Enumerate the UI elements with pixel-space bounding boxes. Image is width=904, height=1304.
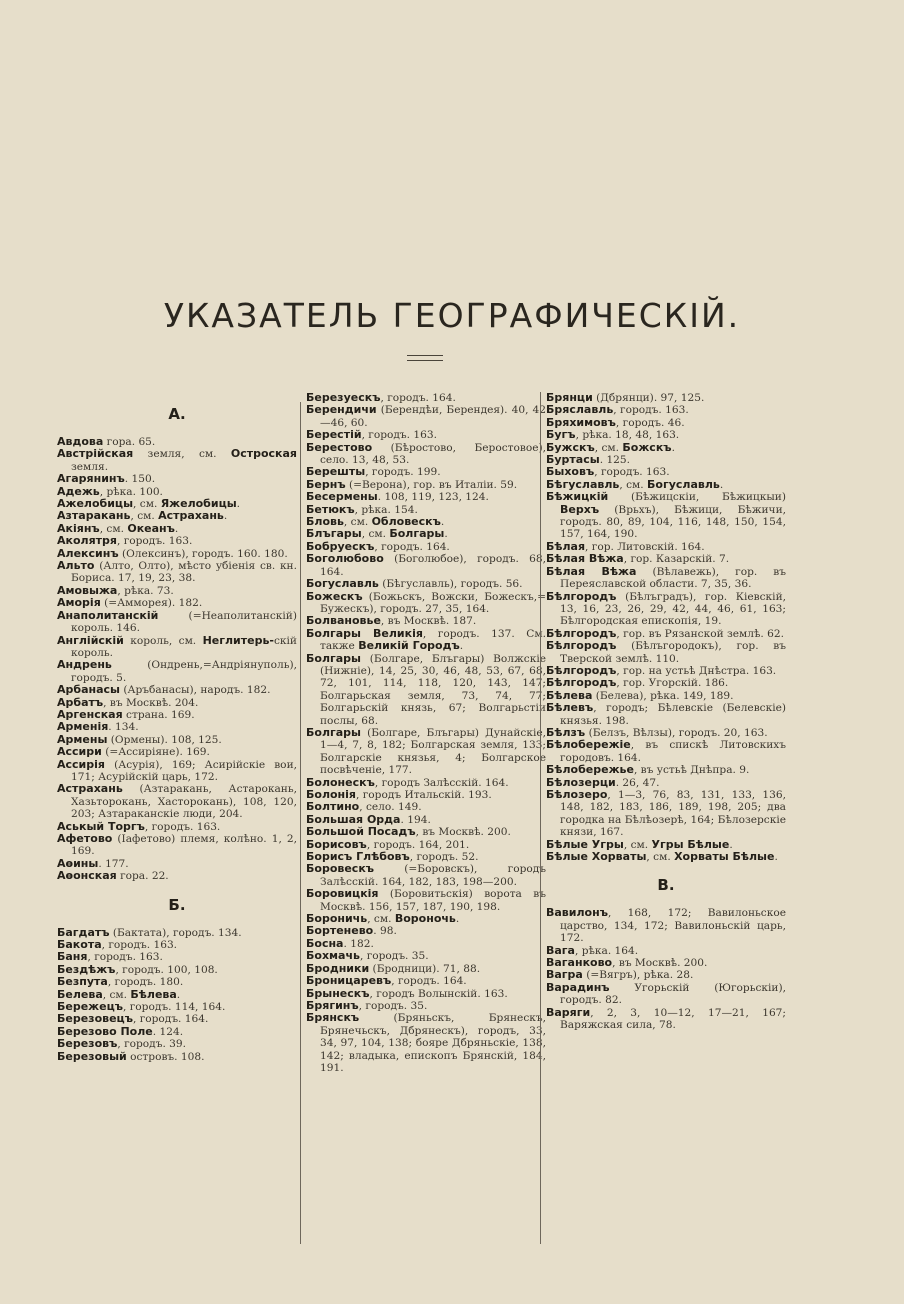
entry-text: , городъ. 163. (144, 820, 221, 833)
index-entry (546, 1007, 786, 1032)
entry-text: (Бряньскъ, Брянескъ, Брянечьскъ, Дбрянескъ), городъ, 33, 34, 97, 104, 138; бояре Дбряньскіе, 138, 142; владыка, епископъ Брянскій, 184, 191. (320, 1012, 546, 1074)
entry-text: . 150. (124, 473, 156, 486)
entry-text: , см. (99, 522, 128, 535)
entry-headword: Брынескъ (306, 986, 370, 1000)
entry-headword: Вавилонъ (546, 906, 608, 920)
index-entry (57, 635, 297, 660)
entry-headword: Остроская (230, 447, 297, 461)
entry-headword: Борисъ Глѣбовъ (306, 850, 410, 864)
entry-text: (Алто, Олто), мѣсто убіенія св. кн. Бориса. 17, 19, 23, 38. (71, 560, 297, 585)
entry-text: , см. (102, 988, 131, 1001)
index-entry (546, 591, 786, 628)
entry-headword: Брянскъ (306, 1011, 360, 1025)
entry-headword: Агарянинъ (57, 472, 125, 486)
entry-text: , 2, 3, 10—12, 17—21, 167; Варяжская сила, 78. (560, 1006, 786, 1032)
entry-headword: Аморія (57, 596, 101, 610)
entry-headword: Бѣлые Хорваты (546, 850, 647, 864)
entry-headword: Адежь (57, 484, 100, 498)
entry-headword: Брянци (546, 391, 593, 404)
index-entry (546, 566, 786, 591)
entry-text: . (440, 516, 445, 529)
entry-text: (=Неаполитанскій) король. 146. (71, 609, 297, 635)
index-entry (57, 939, 297, 951)
entry-headword: Бѣлая Вѣжа (546, 552, 624, 566)
entry-text: , рѣка. 100. (99, 485, 163, 498)
index-entry (306, 863, 546, 888)
entry-headword: Большой Посадъ (306, 825, 416, 839)
entry-text: , городъ. 163. (87, 951, 163, 964)
entry-headword: Бѣлобережье (546, 763, 634, 777)
entry-text: (Ондрень,=Андріянуполь), городъ. 5. (71, 659, 297, 684)
column-divider (300, 402, 301, 1244)
entry-headword: Ассири (57, 745, 102, 759)
entry-text: (Боголюбое), городъ. 68, 164. (320, 553, 546, 578)
entry-text: , городъ. 164. (132, 1013, 209, 1026)
index-entry (57, 448, 297, 473)
entry-text: , городъ. 180. (107, 976, 184, 989)
entry-text: , въ Москвѣ. 204. (103, 696, 199, 709)
entry-text: (Олексинъ), городъ. 160. 180. (118, 547, 288, 560)
entry-headword: Угры Бѣлые (651, 837, 730, 851)
entry-headword: Бѣлева (130, 987, 177, 1001)
entry-text: (Берендѣи, Берендея). 40, 42—46, 60. (320, 404, 546, 429)
entry-text: , въ устьѣ Днѣпра. 9. (633, 764, 750, 777)
entry-headword: Болвановье (306, 614, 381, 628)
entry-text: , въ спискѣ Литовскихъ городовъ. 164. (560, 739, 786, 764)
section-heading: А. (168, 405, 186, 423)
entry-text: . 124. (152, 1025, 184, 1038)
entry-text: . 26, 47. (615, 776, 660, 789)
entry-headword: Бѣлгородъ (546, 626, 617, 640)
entry-headword: Бѣлгородъ (546, 639, 617, 653)
entry-headword: Бѣлгородъ (546, 589, 617, 603)
entry-text: (Іафетово) племя, колѣно. 1, 2, 169. (71, 833, 297, 858)
entry-text: . 182. (343, 937, 374, 950)
entry-text: , городъ. 199. (365, 466, 441, 479)
entry-text: . (729, 838, 733, 851)
entry-headword: Большая Орда (306, 812, 401, 826)
entry-text: , см. (619, 478, 648, 491)
entry-headword: Болгары (306, 725, 361, 739)
entry-headword: Берендичи (306, 403, 377, 417)
entry-text: . 108, 119, 123, 124. (377, 491, 489, 504)
entry-headword: Бакота (57, 938, 102, 952)
entry-text: , село. 149. (359, 801, 422, 814)
entry-text: , городъ. 163. (101, 939, 178, 952)
entry-text: , городъ. 137. См. также (320, 627, 546, 653)
entry-headword: Бѣлгородъ (546, 676, 617, 690)
entry-headword: Арбатъ (57, 695, 104, 709)
entry-headword: Болтино (306, 800, 360, 814)
entry-text: , городъ. 164. (391, 975, 467, 988)
entry-headword: Бобруескъ (306, 539, 375, 553)
entry-headword: Буртасы (546, 453, 600, 467)
entry-headword: Бряхимовъ (546, 415, 616, 429)
section-heading: Б. (168, 895, 186, 914)
entry-headword: Быховъ (546, 465, 595, 479)
entry-headword: Бугъ (546, 428, 576, 442)
entry-headword: Австрійская (57, 447, 134, 461)
entry-text: (Бѣжицскіи, Бѣжицкыи) (608, 491, 786, 504)
entry-text: . (459, 640, 464, 653)
entry-headword: Варяги (546, 1005, 591, 1019)
entry-text: , 1—3, 76, 83, 131, 133, 136, 148, 182, 183, 186, 189, 198, 205; два городка на Бѣлѣозерѣ, 164; Бѣлозерскіе князи, 167. (560, 789, 786, 839)
entry-headword: Обловескъ (371, 515, 441, 529)
entry-headword: Анаполитанскій (57, 608, 159, 622)
entry-headword: Арменія (57, 720, 109, 734)
entry-headword: Океанъ (127, 521, 175, 535)
index-entry (306, 591, 546, 616)
page-title: УКАЗАТЕЛЬ ГЕОГРАФИЧЕСКІЙ. (163, 296, 741, 335)
entry-headword: Блъгары (306, 527, 362, 541)
entry-text: (Асурія), 169; Асирійскіе вои, 171; Асурійскій царь, 172. (71, 758, 297, 783)
entry-text: , см. (367, 913, 395, 926)
entry-headword: Березово Поле (57, 1024, 153, 1038)
entry-headword: Болгары (306, 651, 361, 665)
entry-text: (=Ассиріяне). 169. (101, 746, 210, 759)
entry-headword: Броницаревъ (306, 974, 392, 988)
entry-headword: Бѣлая Вѣжа (546, 564, 637, 578)
entry-text: скій король. (71, 634, 297, 659)
entry-text: , городъ. 163. (613, 404, 689, 417)
entry-headword: Бѣлая (546, 539, 586, 553)
entry-headword: Берешты (306, 465, 366, 479)
entry-text: , городъ. 35. (358, 999, 428, 1012)
entry-text: , городъ. 52. (409, 851, 479, 864)
entry-text: (Бѣлъградъ), гор. Кіевскій, 13, 16, 23, 26, 29, 42, 44, 46, 61, 163; Бѣлгородская епископія, 19. (560, 590, 786, 628)
entry-headword: Боровескъ (306, 862, 375, 876)
entry-headword: Бороничь (306, 912, 368, 926)
entry-headword: Бернъ (306, 477, 346, 491)
entry-text: . (174, 522, 179, 535)
entry-headword: Березовый (57, 1049, 127, 1063)
entry-text: (Бѣростово, Беростовое), село. 13, 48, 53. (320, 441, 546, 467)
entry-headword: Бряславль (546, 403, 614, 417)
entry-text: , рѣка. 164. (574, 944, 639, 957)
entry-headword: Борисовъ (306, 837, 367, 851)
entry-headword: Боровицкія (306, 887, 379, 901)
entry-headword: Англійскій (57, 633, 124, 647)
entry-headword: Андрень (57, 658, 112, 672)
section-heading: В. (657, 876, 675, 895)
entry-text: страна. 169. (122, 708, 195, 721)
entry-text: . 125. (599, 454, 631, 467)
entry-headword: Азтаракань (57, 509, 131, 523)
entry-headword: Брягинъ (306, 998, 359, 1012)
entry-headword: Акіянъ (57, 521, 100, 535)
entry-text: (Бѣлъгородокъ), гор. въ Тверской землѣ. 110. (560, 640, 786, 665)
entry-headword: Багдатъ (57, 925, 110, 939)
entry-headword: Богуславль (306, 577, 379, 591)
index-entry (57, 783, 297, 820)
entry-text: (Бактата), городъ. 134. (109, 926, 242, 939)
entry-headword: Бережецъ (57, 1000, 124, 1014)
entry-text: , гор. на устьѣ Днѣстра. 163. (616, 664, 777, 677)
entry-headword: Бортенево (306, 924, 374, 938)
entry-headword: Аѳонская (57, 869, 117, 883)
entry-headword: Божескъ (306, 589, 363, 603)
entry-headword: Варадинъ (546, 980, 610, 994)
entry-headword: Хорваты Бѣлые (674, 850, 775, 864)
index-entry (546, 851, 786, 863)
entry-text: (Болгаре, Блъгары) Дунайскіе, 1—4, 7, 8, 182; Болгарская земля, 133; Болгарскіе князья, 4; Болгарское посвѣченіе, 177. (320, 726, 546, 777)
index-entry (306, 727, 546, 777)
entry-text: (=Амморея). 182. (100, 597, 203, 610)
entry-text: (Аръбанасы), народъ. 182. (119, 684, 271, 697)
entry-headword: Белева (57, 987, 103, 1001)
index-entry (306, 404, 546, 429)
entry-headword: Берестово (306, 440, 373, 454)
entry-text: . 134. (108, 721, 139, 734)
entry-headword: Березовецъ (57, 1012, 133, 1026)
entry-text: (=Верона), гор. въ Италіи. 59. (345, 478, 518, 491)
index-entry (546, 702, 786, 727)
entry-text: гора. 65. (103, 436, 156, 448)
entry-text: , городъ. 164, 201. (366, 838, 470, 851)
entry-headword: Бесермены (306, 490, 378, 504)
entry-headword: Бетюкъ (306, 502, 355, 516)
entry-headword: Бужскъ (546, 440, 595, 454)
entry-headword: Божскъ (622, 440, 672, 454)
entry-headword: Болгары Великія (306, 626, 423, 640)
entry-text: земля, см. (133, 448, 231, 461)
entry-headword: Яжелобицы (160, 497, 237, 511)
entry-headword: Бловь (306, 515, 344, 529)
index-entry (57, 610, 297, 635)
entry-headword: Аѳины (57, 856, 99, 870)
entry-text: , городъ; Бѣлевскіе (Белевскіе) князья. 198. (560, 702, 786, 727)
index-entry (57, 659, 297, 684)
entry-headword: Бездѣжъ (57, 962, 116, 976)
entry-text: (Вѣлавежь), гор. въ Переяславской области. 7, 35, 36. (560, 565, 786, 591)
entry-text: , городъ. 163. (594, 466, 670, 479)
entry-text: , гор. Казарскій. 7. (623, 553, 730, 566)
entry-headword: Бѣжицкій (546, 490, 609, 504)
entry-text: (Врьхъ), Бѣжици, Бѣжичи, городъ. 80, 89, 104, 116, 148, 150, 154, 157, 164, 190. (560, 503, 786, 541)
entry-headword: Богуславль (647, 477, 720, 491)
entry-text: , городъ. 163. (361, 429, 437, 442)
entry-headword: Бохмачь (306, 949, 360, 963)
entry-text: , городъ. 164. (380, 392, 456, 404)
index-entry (306, 1012, 546, 1074)
entry-text: , городъ. 163. (116, 535, 193, 548)
entry-headword: Амовыжа (57, 583, 118, 597)
entry-text: , городъ Волынскій. 163. (369, 987, 508, 1000)
entry-text: (Азтаракань, Астарокань, Хазьторокань, Хасторокань), 108, 120, 203; Азтараканскіе люди, 204. (71, 783, 297, 821)
entry-text: , городъ. 100, 108. (115, 963, 218, 976)
entry-headword: Болонескъ (306, 775, 375, 789)
entry-text: , 168, 172; Вавилоньское царство, 134, 172; Вавилоньскій царь, 172. (560, 907, 786, 945)
entry-text: (Бѣгуславль), городъ. 56. (378, 578, 523, 591)
index-entry (546, 417, 786, 429)
entry-text: земля. (71, 460, 109, 473)
entry-headword: Бѣлые Угры (546, 837, 624, 851)
entry-text: , городъ Залѣсскій. 164. (374, 776, 509, 789)
index-column-3 (546, 392, 786, 1032)
entry-text: . (444, 528, 448, 541)
entry-text: . 98. (373, 925, 397, 938)
entry-headword: Армены (57, 732, 108, 746)
entry-text: король, см. (123, 634, 203, 647)
index-entry (306, 628, 546, 653)
entry-headword: Березуескъ (306, 391, 381, 404)
entry-text: , городъ. 164. (374, 540, 450, 553)
entry-headword: Ажелобицы (57, 497, 134, 511)
entry-headword: Вага (546, 943, 575, 957)
index-entry (57, 759, 297, 784)
index-entry (57, 870, 297, 882)
title-rule (407, 355, 443, 361)
entry-text: , городъ Итальскій. 193. (356, 789, 492, 801)
entry-headword: Бѣлобережіе (546, 738, 631, 752)
entry-text: , въ Москвѣ. 200. (612, 957, 708, 970)
entry-text: . (223, 510, 228, 523)
entry-headword: Аськый Торгъ (57, 819, 145, 833)
entry-text: Угорьскій (Югорьскіи), городъ. 82. (560, 981, 786, 1007)
column-divider (540, 392, 541, 1244)
entry-headword: Альто (57, 559, 95, 573)
index-entry (306, 442, 546, 467)
entry-text: , см. (343, 516, 372, 529)
entry-text: , городъ. 39. (117, 1038, 187, 1051)
entry-headword: Бѣлевъ (546, 701, 594, 715)
entry-headword: Аколятря (57, 534, 117, 548)
entry-text: . 177. (98, 857, 129, 870)
entry-text: , городъ. 46. (615, 416, 685, 429)
entry-text: (=Боровскъ), городъ Залѣсскій. 164, 182, 183, 198—200. (320, 863, 546, 888)
entry-headword: Арбанасы (57, 683, 120, 697)
entry-headword: Аргенская (57, 707, 123, 721)
entry-text: . 194. (400, 813, 431, 826)
entry-headword: Болонія (306, 788, 356, 801)
index-entry (306, 653, 546, 727)
entry-text: , городъ. 35. (359, 950, 429, 963)
entry-headword: Боголюбово (306, 552, 384, 566)
entry-text: (Белева), рѣка. 149, 189. (592, 689, 734, 702)
entry-text: , городъ. 114, 164. (123, 1001, 226, 1014)
entry-headword: Астрахань (57, 782, 123, 796)
entry-text: . (719, 478, 724, 491)
entry-text: . (455, 913, 460, 926)
entry-text: , см. (623, 838, 652, 851)
entry-text: , рѣка. 154. (354, 503, 418, 516)
entry-headword: Ваганково (546, 956, 613, 970)
entry-text: (Белзъ, Вѣлзы), городъ. 20, 163. (585, 726, 768, 739)
index-entry (546, 739, 786, 764)
index-entry (546, 640, 786, 665)
index-entry (306, 553, 546, 578)
index-entry (57, 560, 297, 585)
entry-text: , см. (646, 851, 675, 864)
entry-headword: Березовъ (57, 1037, 118, 1051)
entry-text: , гор. Угорскій. 186. (616, 677, 729, 690)
entry-text: (Бродници). 71, 88. (369, 962, 481, 975)
entry-text: , см. (594, 441, 623, 454)
entry-text: , см. (133, 498, 161, 511)
entry-text: (=Вягръ), рѣка. 28. (582, 969, 694, 982)
index-entry (546, 491, 786, 541)
entry-text: , гор. въ Рязанской землѣ. 62. (616, 627, 784, 640)
entry-text: . (671, 441, 675, 454)
index-entry (306, 888, 546, 913)
entry-headword: Вагра (546, 968, 583, 982)
index-entry (546, 907, 786, 944)
entry-text: (Ормены). 108, 125. (107, 733, 222, 746)
index-entry (57, 1051, 297, 1063)
index-entry (546, 982, 786, 1007)
entry-headword: Вороночь (394, 912, 456, 926)
entry-text: островъ. 108. (126, 1050, 205, 1063)
entry-headword: Бѣлозеро (546, 788, 608, 801)
entry-text: , въ Москвѣ. 187. (380, 615, 477, 628)
entry-headword: Бѣлева (546, 688, 593, 702)
entry-text: , рѣка. 73. (117, 584, 174, 597)
entry-text: , рѣка. 18, 48, 163. (575, 429, 680, 442)
entry-text: . (176, 988, 181, 1001)
entry-headword: Афетово (57, 832, 113, 845)
entry-headword: Безпута (57, 975, 108, 989)
entry-headword: Неглитерь- (202, 633, 274, 647)
entry-text: , см. (361, 528, 390, 541)
index-column-1 (57, 392, 297, 1063)
entry-text: . (236, 498, 241, 511)
entry-headword: Болгары (389, 527, 445, 541)
entry-text: , гор. Литовскій. 164. (585, 540, 705, 553)
entry-text: (Божьскъ, Вожски, Божескъ,= Бужескъ), городъ. 27, 35, 164. (320, 590, 546, 615)
entry-text: , въ Москвѣ. 200. (415, 826, 511, 839)
entry-headword: Баня (57, 950, 88, 964)
index-entry (57, 833, 297, 858)
entry-headword: Бѣлгородъ (546, 663, 617, 677)
entry-headword: Верхъ (560, 502, 600, 516)
entry-text: (Боровитьскія) ворота въ Москвѣ. 156, 157, 187, 190, 198. (320, 888, 546, 913)
entry-headword: Босна (306, 936, 344, 950)
entry-headword: Ассирія (57, 757, 105, 771)
entry-headword: Бродники (306, 961, 370, 975)
entry-text: (Болгаре, Блъгары) Волжскіе (Нижніе), 14, 25, 30, 46, 48, 53, 67, 68, 72, 101, 114, 118, 120, 143, 147; Болгарьская земля, 73, 74, 77; Болгарьскій князь, 67; Волгарьстіи послы, 68. (320, 652, 546, 727)
entry-headword: Великій Городъ (358, 639, 460, 653)
entry-headword: Бѣгуславль (546, 477, 620, 491)
entry-headword: Авдова (57, 435, 104, 448)
entry-headword: Алексинъ (57, 546, 119, 560)
index-column-2 (306, 392, 546, 1074)
entry-headword: Берестій (306, 428, 362, 442)
entry-text: (Дбрянци). 97, 125. (592, 392, 705, 404)
entry-text: . (774, 851, 778, 864)
index-entry (546, 789, 786, 839)
entry-headword: Астрахань (158, 509, 224, 523)
entry-headword: Бѣлозерци (546, 775, 616, 789)
entry-text: гора. 22. (116, 870, 169, 883)
entry-text: , см. (130, 510, 159, 523)
entry-headword: Бѣлзъ (546, 725, 586, 739)
